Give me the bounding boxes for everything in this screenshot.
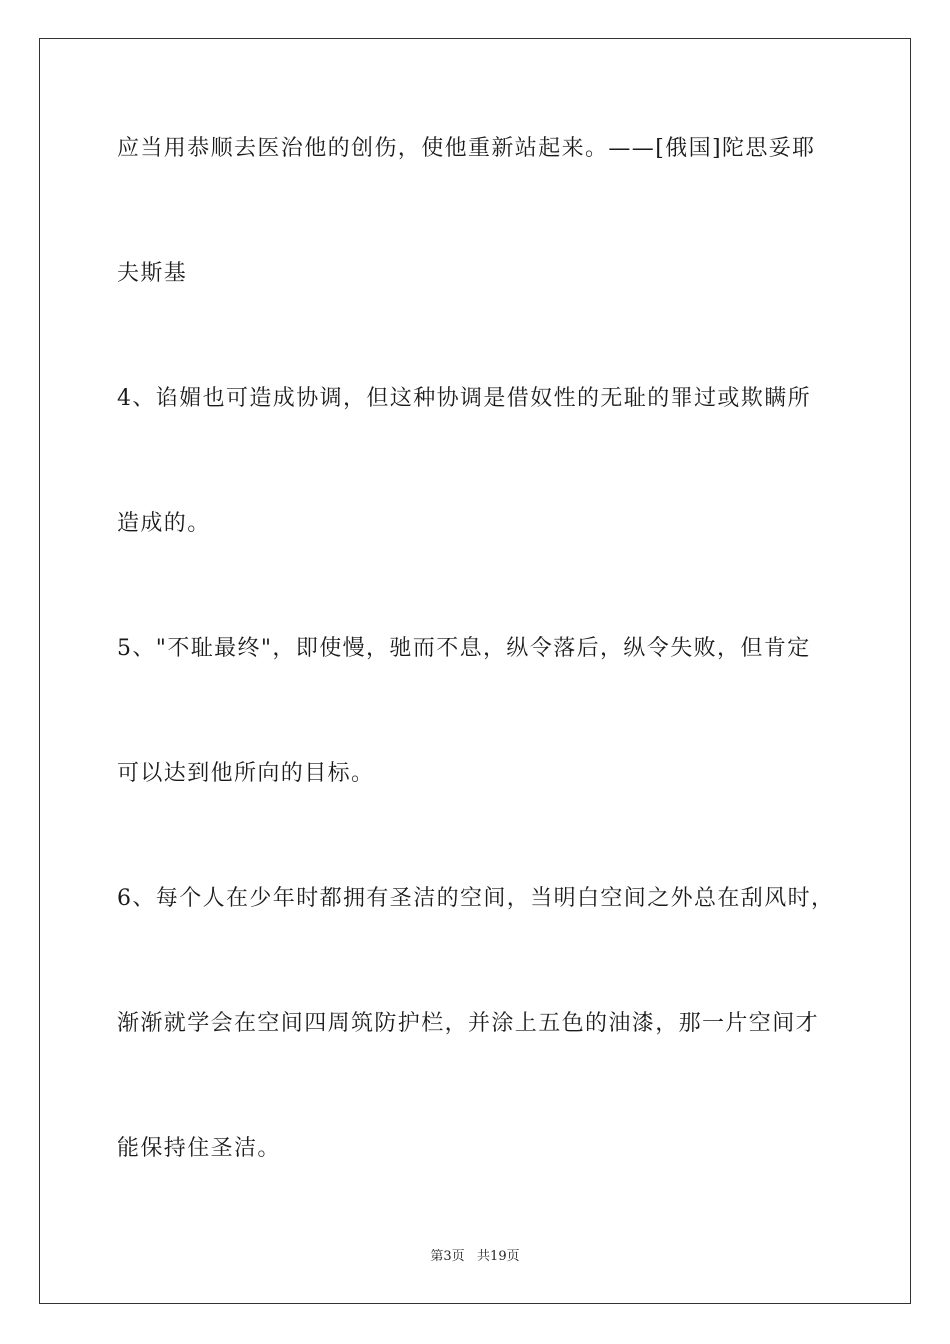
page-border — [39, 38, 911, 1304]
text-line: 造成的。 — [117, 511, 211, 536]
page-number-footer: 第3页 共19页 — [430, 1249, 520, 1264]
text-line: 6、每个人在少年时都拥有圣洁的空间，当明白空间之外总在刮风时， — [117, 886, 835, 911]
text-line: 可以达到他所向的目标。 — [117, 761, 375, 786]
text-line: 能保持住圣洁。 — [117, 1136, 281, 1161]
text-line: 应当用恭顺去医治他的创伤，使他重新站起来。——[俄国]陀思妥耶 — [117, 136, 816, 161]
text-line: 夫斯基 — [117, 261, 188, 286]
text-line: 4、谄媚也可造成协调，但这种协调是借奴性的无耻的罪过或欺瞒所 — [117, 386, 811, 411]
text-line: 5、"不耻最终"，即使慢，驰而不息，纵令落后，纵令失败，但肯定 — [117, 636, 811, 661]
text-line: 渐渐就学会在空间四周筑防护栏，并涂上五色的油漆，那一片空间才 — [117, 1011, 820, 1036]
